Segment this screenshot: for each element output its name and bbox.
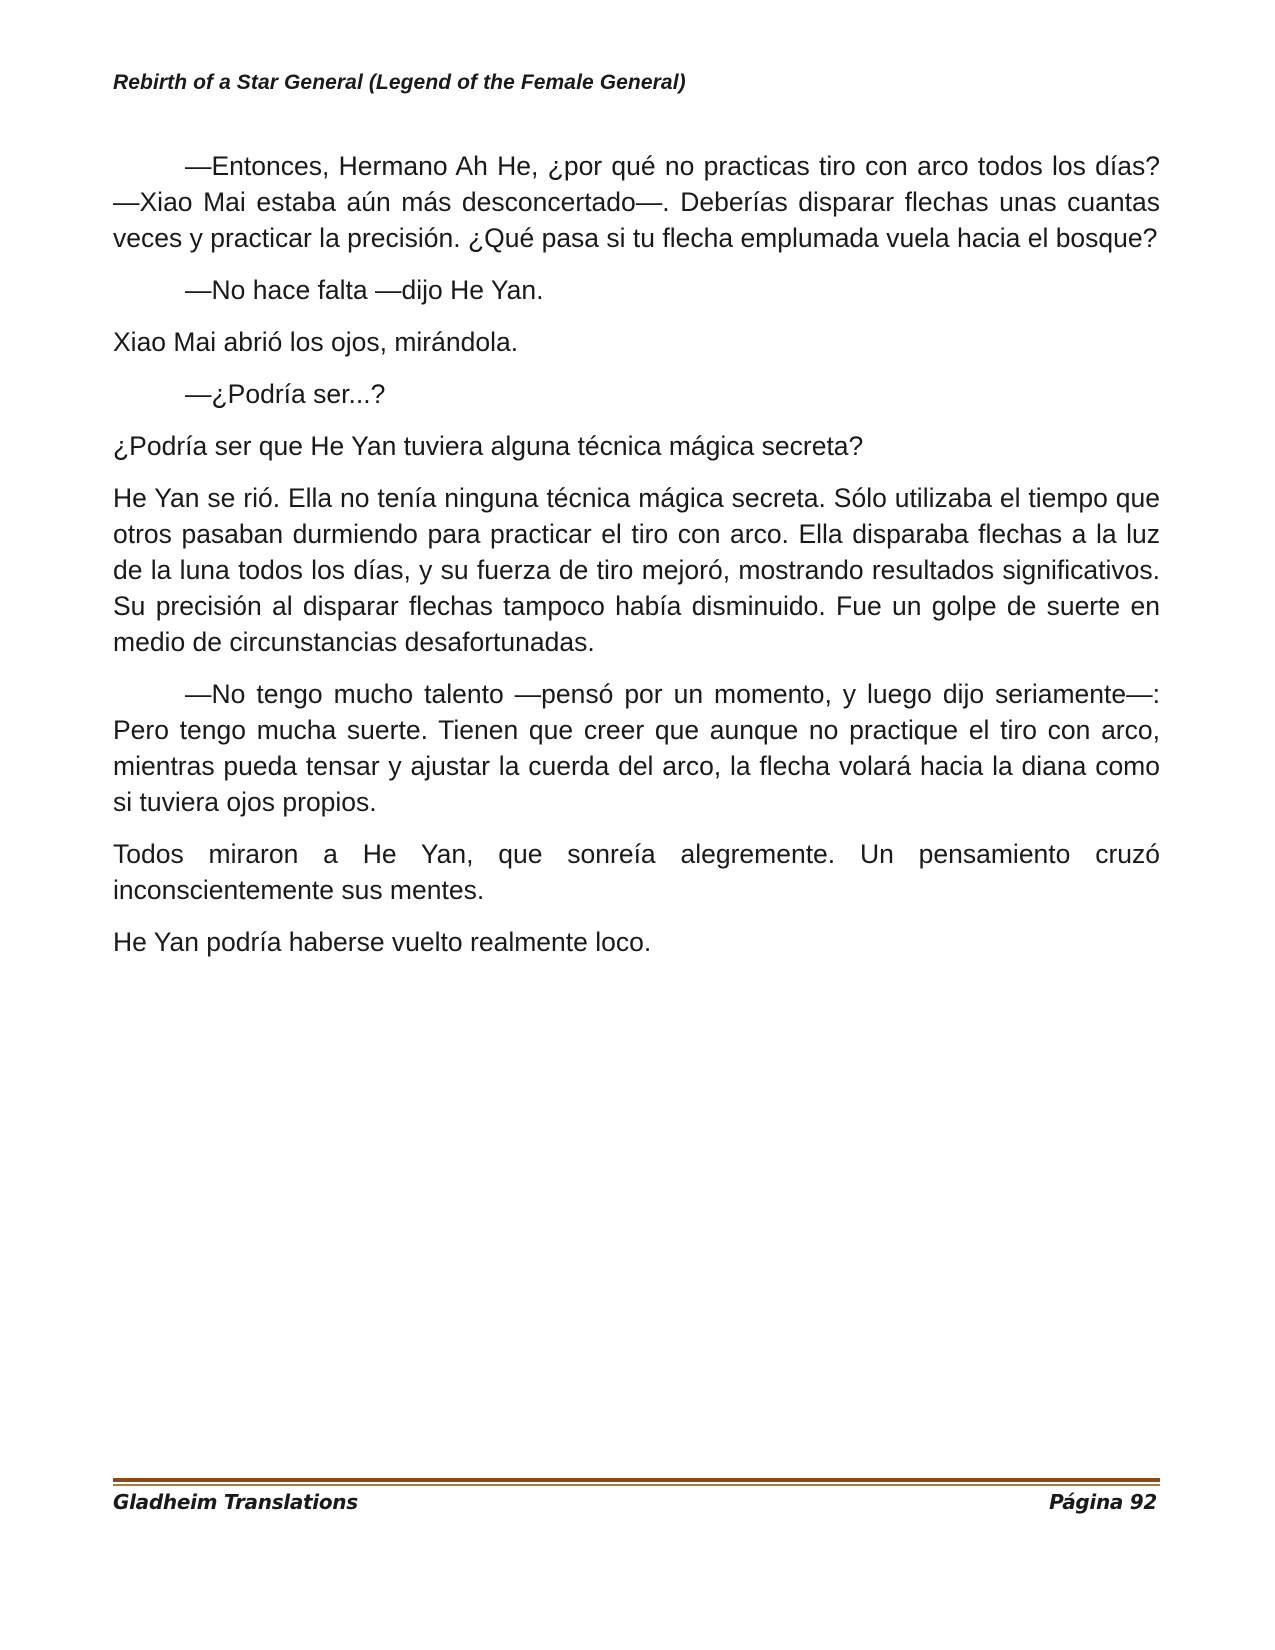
paragraph: He Yan podría haberse vuelto realmente loco.	[113, 927, 652, 957]
footer-page-number: Página 92	[1049, 1490, 1157, 1514]
paragraph: —¿Podría ser...?	[185, 379, 386, 409]
paragraph: Xiao Mai abrió los ojos, mirándola.	[113, 327, 519, 357]
paragraph: ¿Podría ser que He Yan tuviera alguna técnica mágica secreta?	[113, 431, 864, 461]
footer-publisher: Gladheim Translations	[113, 1490, 358, 1514]
footer-divider	[113, 1478, 1160, 1486]
page-header-title: Rebirth of a Star General (Legend of the Female General)	[113, 71, 686, 94]
paragraph: —Entonces, Hermano Ah He, ¿por qué no practicas tiro con arco todos los días? —Xiao Mai estaba aún más desconcertado—. Deberías disparar flechas unas cuantas veces y practicar la precisión. ¿Qué pasa si tu flecha emplumada vuela hacia el bosque?	[113, 151, 1160, 253]
footer-divider-thin	[113, 1484, 1160, 1486]
paragraph: —No hace falta —dijo He Yan.	[185, 275, 544, 305]
paragraph: —No tengo mucho talento —pensó por un momento, y luego dijo seriamente—: Pero tengo mucha suerte. Tienen que creer que aunque no practique el tiro con arco, mientras pueda tensar y ajustar la cuerda del arco, la flecha volará hacia la diana como si tuviera ojos propios.	[113, 679, 1160, 817]
paragraph: He Yan se rió. Ella no tenía ninguna técnica mágica secreta. Sólo utilizaba el tiempo que otros pasaban durmiendo para practicar el tiro con arco. Ella disparaba flechas a la luz de la luna todos los días, y su fuerza de tiro mejoró, mostrando resultados significativos. Su precisión al disparar flechas tampoco había disminuido. Fue un golpe de suerte en medio de circunstancias desafortunadas.	[113, 483, 1160, 657]
paragraph: Todos miraron a He Yan, que sonreía alegremente. Un pensamiento cruzó inconscientemente sus mentes.	[113, 839, 1160, 905]
body-text	[113, 148, 1160, 976]
